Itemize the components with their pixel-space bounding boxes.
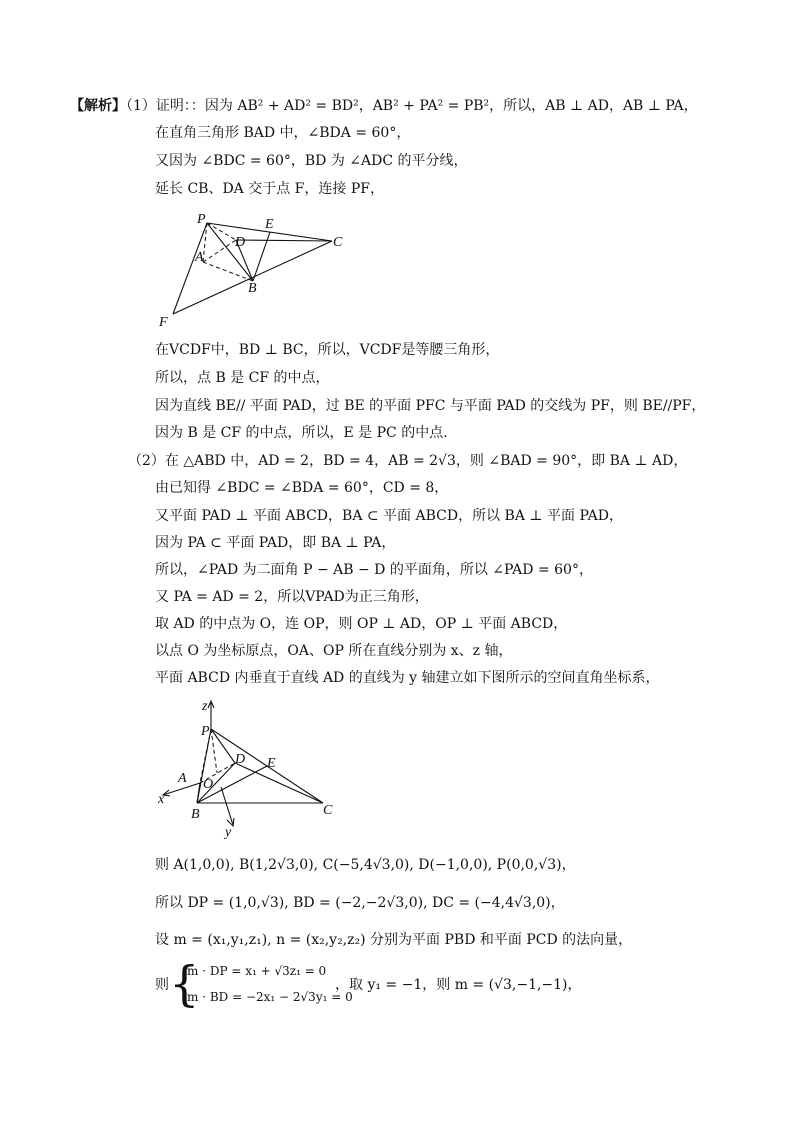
label-z: z bbox=[202, 699, 208, 714]
text: （1）证明：：因为 AB² + AD² = BD²，AB² + PA² = PB²，所以，AB ⊥ AD，AB ⊥ PA， bbox=[126, 98, 698, 114]
label-o: O bbox=[203, 777, 214, 792]
label-p: P bbox=[201, 724, 210, 739]
label-d: D bbox=[235, 752, 246, 767]
label-a: A bbox=[195, 250, 204, 265]
solution-line-6: 所以，点 B 是 CF 的中点， bbox=[155, 370, 330, 386]
equation-prefix: 则 bbox=[155, 977, 169, 993]
label-f: F bbox=[159, 315, 168, 330]
label-b: B bbox=[191, 807, 200, 822]
equation-brace: { bbox=[169, 956, 200, 1012]
label-c: C bbox=[323, 803, 333, 818]
label-d: D bbox=[235, 235, 246, 250]
solution-line-14: 又 PA = AD = 2，所以VPAD为正三角形， bbox=[155, 589, 429, 605]
solution-line-19: 所以 DP = (1,0,√3), BD = (−2,−2√3,0), DC = (−4,4√3,0)， bbox=[155, 895, 565, 911]
figure-triangle-pfc bbox=[155, 208, 355, 333]
solution-line-9: （2）在 △ABD 中，AD = 2，BD = 4，AB = 2√3，则 ∠BAD = 90°，即 BA ⊥ AD， bbox=[128, 453, 688, 469]
solution-line-4: 延长 CB、DA 交于点 F，连接 PF， bbox=[155, 181, 384, 197]
solution-line-15: 取 AD 的中点为 O，连 OP，则 OP ⊥ AD，OP ⊥ 平面 ABCD， bbox=[155, 616, 568, 632]
label-y: y bbox=[225, 825, 232, 840]
solution-line-17: 平面 ABCD 内垂直于直线 AD 的直线为 y 轴建立如下图所示的空间直角坐标系， bbox=[155, 670, 660, 686]
solution-line-11: 又平面 PAD ⊥ 平面 ABCD，BA ⊂ 平面 ABCD，所以 BA ⊥ 平面 PAD， bbox=[155, 508, 623, 524]
solution-line-18: 则 A(1,0,0), B(1,2√3,0), C(−5,4√3,0), D(−1,0,0), P(0,0,√3)， bbox=[155, 857, 576, 873]
solution-line-1 bbox=[70, 96, 698, 116]
label-e: E bbox=[265, 217, 274, 232]
solution-line-20: 设 m = (x₁,y₁,z₁), n = (x₂,y₂,z₂) 分别为平面 PBD 和平面 PCD 的法向量， bbox=[155, 932, 633, 948]
solution-line-3: 又因为 ∠BDC = 60°，BD 为 ∠ADC 的平分线， bbox=[155, 153, 468, 169]
label-x: x bbox=[158, 792, 165, 807]
equation-1: m · DP = x₁ + √3z₁ = 0 bbox=[187, 964, 327, 978]
solution-line-5: 在VCDF中，BD ⊥ BC，所以，VCDF是等腰三角形， bbox=[155, 342, 500, 358]
solution-line-12: 因为 PA ⊂ 平面 PAD，即 BA ⊥ PA， bbox=[155, 535, 396, 551]
solution-line-8: 因为 B 是 CF 的中点，所以，E 是 PC 的中点. bbox=[155, 425, 448, 441]
figure-coordinate-system bbox=[155, 695, 355, 840]
label-c: C bbox=[333, 235, 343, 250]
solution-line-2: 在直角三角形 BAD 中，∠BDA = 60°， bbox=[155, 125, 411, 141]
analysis-tag: 【解析】 bbox=[70, 98, 126, 114]
label-a: A bbox=[178, 771, 187, 786]
label-b: B bbox=[248, 281, 257, 296]
equation-2: m · BD = −2x₁ − 2√3y₁ = 0 bbox=[187, 990, 353, 1004]
equation-suffix: ，取 y₁ = −1，则 m = (√3,−1,−1)， bbox=[335, 977, 582, 993]
solution-line-13: 所以，∠PAD 为二面角 P − AB − D 的平面角，所以 ∠PAD = 60°， bbox=[155, 562, 593, 578]
solution-line-16: 以点 O 为坐标原点，OA、OP 所在直线分别为 x、z 轴， bbox=[155, 643, 513, 659]
solution-line-7: 因为直线 BE// 平面 PAD，过 BE 的平面 PFC 与平面 PAD 的交线为 PF，则 BE//PF， bbox=[155, 398, 706, 414]
solution-line-10: 由已知得 ∠BDC = ∠BDA = 60°，CD = 8， bbox=[155, 480, 449, 496]
label-p: P bbox=[197, 212, 206, 227]
label-e: E bbox=[267, 756, 276, 771]
